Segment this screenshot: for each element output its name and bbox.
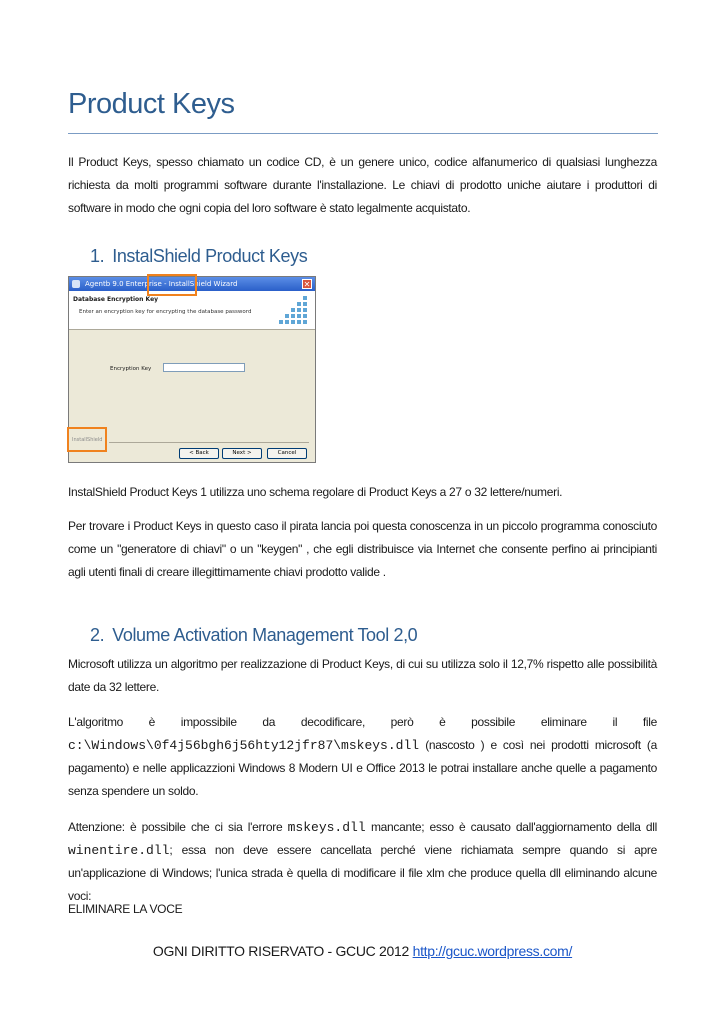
wizard-header <box>69 291 315 330</box>
wizard-dots-graphic <box>273 294 311 328</box>
para3-text-end: ; essa non deve essere cancellata perché viene richiamata sempre quando si apre un'applicazione di Windows; l'unica strada è quella di modificare il file xlm che produce quella dll eliminando alcune voci: <box>68 843 657 903</box>
section-2-heading <box>90 625 417 646</box>
wizard-header-subtitle: Enter an encryption key for encrypting the database password <box>79 309 252 315</box>
wizard-cancel-button: Cancel <box>267 448 307 459</box>
section-1-title: InstalShield Product Keys <box>112 246 308 266</box>
footer-text: OGNI DIRITTO RISERVATO - GCUC 2012 <box>152 943 410 959</box>
mskeys-dll-code: mskeys.dll <box>287 820 366 835</box>
para3-text-middle: mancante; esso è causato dall'aggiornamento della dll <box>370 820 657 834</box>
brand-highlight-box <box>67 427 107 452</box>
wizard-header-title: Database Encryption Key <box>73 296 159 303</box>
encryption-key-input <box>163 363 245 372</box>
section-1-paragraph: Per trovare i Product Keys in questo caso il pirata lancia poi questa conoscenza in un piccolo programma conosciuto come un "generatore di chiavi" o un "keygen" , che egli distribuisce via Internet che consente perfino ai principianti agli utenti finali di creare illegittimamente chiavi prodotto valide . <box>68 519 657 579</box>
section-2-paragraph-3 <box>68 816 657 908</box>
wizard-separator <box>109 442 309 443</box>
section-2-paragraph-4: ELIMINARE LA VOCE <box>68 902 183 916</box>
para2-text-start: L'algoritmo è impossibile da decodificare, però è possibile eliminare il file <box>68 715 657 729</box>
section-1-caption: InstalShield Product Keys 1 utilizza uno schema regolare di Product Keys a 27 o 32 lettere/numeri. <box>68 485 563 499</box>
wizard-app-icon <box>72 280 80 288</box>
para3-text-start: Attenzione: è possibile che ci sia l'errore <box>68 820 283 834</box>
wizard-close-icon: ✕ <box>303 280 311 289</box>
section-2-title: Volume Activation Management Tool 2,0 <box>112 625 418 645</box>
footer-link[interactable]: http://gcuc.wordpress.com/ <box>412 943 573 959</box>
wizard-back-button: < Back <box>179 448 219 459</box>
mskeys-file-path: c:\Windows\0f4j56bgh6j56hty12jfr87\mskeys.dll <box>68 738 420 753</box>
section-2-paragraph-2 <box>68 711 657 803</box>
wizard-next-button: Next > <box>222 448 262 459</box>
section-1-heading <box>90 246 307 267</box>
page-title: Product Keys <box>68 88 235 120</box>
section-1-number: 1. <box>90 246 105 266</box>
encryption-key-label: Encryption Key <box>110 366 152 372</box>
page-footer <box>0 943 725 959</box>
para2-text-end: (nascosto ) e così nei prodotti microsoft (a pagamento) e nelle applicazzioni Windows 8 Modern UI e Office 2013 le potrai installare anche quelle a pagamento senza spendere un soldo. <box>68 738 657 798</box>
wizard-brand: InstallShield <box>72 437 103 443</box>
wizard-window-title: Agentb 9.0 Enterprise - InstallShield Wizard <box>85 280 238 288</box>
intro-paragraph: Il Product Keys, spesso chiamato un codice CD, è un genere unico, codice alfanumerico di qualsiasi lunghezza richiesta da molti programmi software durante l'installazione. Le chiavi di prodotto uniche aiutare i produttori di software in modo che ogni copia del loro software è stato legalmente acquistato. <box>68 155 657 215</box>
title-underline <box>68 133 658 134</box>
title-highlight-box <box>147 274 197 296</box>
section-2-paragraph-1: Microsoft utilizza un algoritmo per realizzazione di Product Keys, di cui su utilizza solo il 12,7% rispetto alle possibilità date da 32 lettere. <box>68 657 657 694</box>
winentire-dll-code: winentire.dll <box>68 843 170 858</box>
section-2-number: 2. <box>90 625 105 645</box>
